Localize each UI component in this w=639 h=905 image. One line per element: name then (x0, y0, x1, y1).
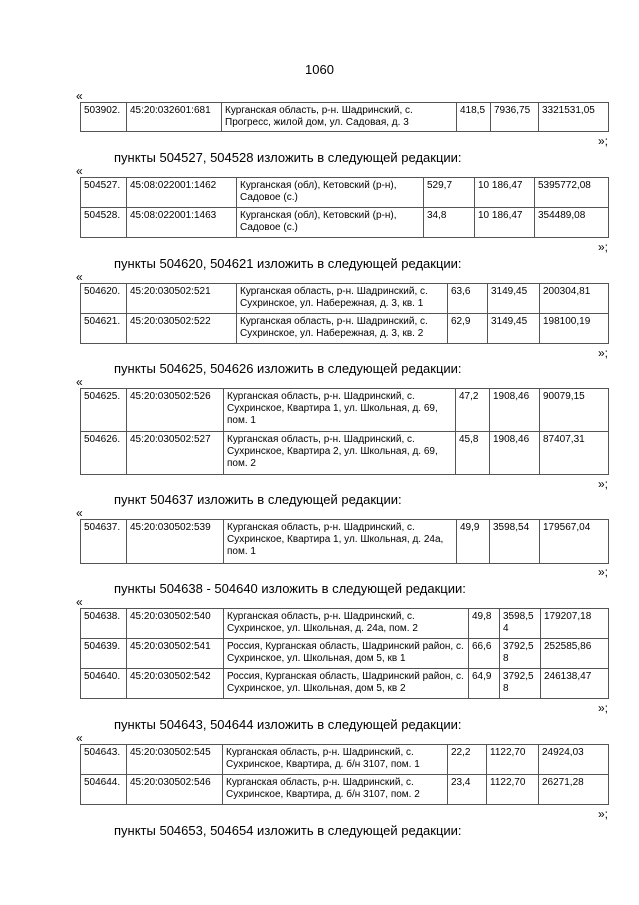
cadastral-number-cell: 45:20:030502:542 (127, 669, 224, 699)
final-instruction: пункты 504653, 504654 изложить в следующей редакции: (114, 823, 462, 838)
table-row (81, 639, 609, 669)
cadastral-number-cell: 45:20:030502:522 (127, 314, 237, 344)
rate-cell: 3598,54 (490, 520, 540, 564)
table-row (81, 520, 609, 564)
rate-cell: 1908,46 (490, 432, 540, 475)
cadastral-number-cell: 45:20:032601:681 (127, 103, 222, 132)
cadastral-number-cell: 45:20:030502:540 (127, 609, 224, 639)
rate-cell: 7936,75 (491, 103, 539, 132)
address-cell: Курганская область, р-н. Шадринский, с. Сухринское, ул. Набережная, д. 3, кв. 1 (237, 284, 448, 314)
rate-cell: 3598,54 (500, 609, 541, 639)
value-cell: 246138,47 (541, 669, 609, 699)
item-number-cell: 504640. (81, 669, 127, 699)
open-quote: « (76, 506, 83, 520)
close-quote: »; (597, 240, 608, 254)
instruction-text: пункт 504637 изложить в следующей редакции: (114, 492, 402, 507)
item-number-cell: 504637. (81, 520, 127, 564)
property-table (80, 283, 609, 344)
instruction-text: пункты 504643, 504644 изложить в следующей редакции: (114, 717, 462, 732)
instruction-text: пункты 504620, 504621 изложить в следующей редакции: (114, 256, 462, 271)
open-quote: « (76, 595, 83, 609)
value-cell: 26271,28 (539, 775, 609, 805)
rate-cell: 1908,46 (490, 389, 540, 432)
item-number-cell: 504621. (81, 314, 127, 344)
table-row (81, 103, 609, 132)
value-cell: 5395772,08 (535, 178, 609, 208)
close-quote: »; (597, 346, 608, 360)
value-cell: 90079,15 (540, 389, 609, 432)
area-cell: 418,5 (457, 103, 491, 132)
table-row (81, 208, 609, 238)
rate-cell: 3149,45 (488, 284, 540, 314)
address-cell: Курганская область, р-н. Шадринский, с. Сухринское, Квартира 2, ул. Школьная, д. 69, пом. 2 (224, 432, 456, 475)
item-number-cell: 504639. (81, 639, 127, 669)
area-cell: 529,7 (424, 178, 475, 208)
address-cell: Россия, Курганская область, Шадринский район, с. Сухринское, ул. Школьная, дом 5, кв 1 (224, 639, 469, 669)
area-cell: 34,8 (424, 208, 475, 238)
instruction-text: пункты 504638 - 504640 изложить в следующей редакции: (114, 581, 466, 596)
table-row (81, 314, 609, 344)
area-cell: 22,2 (448, 745, 487, 775)
instruction-text: пункты 504625, 504626 изложить в следующей редакции: (114, 361, 462, 376)
rate-cell: 10 186,47 (475, 178, 535, 208)
rate-cell: 10 186,47 (475, 208, 535, 238)
address-cell: Курганская область, р-н. Шадринский, с. Сухринское, ул. Набережная, д. 3, кв. 2 (237, 314, 448, 344)
address-cell: Курганская (обл), Кетовский (р-н), Садовое (с.) (237, 208, 424, 238)
open-quote: « (76, 375, 83, 389)
address-cell: Курганская область, р-н. Шадринский, с. Сухринское, Квартира 1, ул. Школьная, д. 24а, пом. 1 (224, 520, 457, 564)
table-row (81, 284, 609, 314)
rate-cell: 3792,58 (500, 639, 541, 669)
close-quote: »; (597, 565, 608, 579)
cadastral-number-cell: 45:20:030502:546 (127, 775, 223, 805)
table-row (81, 389, 609, 432)
page-number: 1060 (305, 62, 334, 77)
open-quote: « (76, 731, 83, 745)
item-number-cell: 504643. (81, 745, 127, 775)
area-cell: 64,9 (469, 669, 500, 699)
item-number-cell: 504528. (81, 208, 127, 238)
area-cell: 66,6 (469, 639, 500, 669)
address-cell: Курганская область, р-н. Шадринский, с. Сухринское, Квартира 1, ул. Школьная, д. 69, пом. 1 (224, 389, 456, 432)
value-cell: 87407,31 (540, 432, 609, 475)
cadastral-number-cell: 45:08:022001:1463 (127, 208, 237, 238)
table-row (81, 745, 609, 775)
table-row (81, 609, 609, 639)
rate-cell: 3149,45 (488, 314, 540, 344)
area-cell: 45,8 (456, 432, 490, 475)
cadastral-number-cell: 45:20:030502:526 (127, 389, 224, 432)
address-cell: Курганская (обл), Кетовский (р-н), Садовое (с.) (237, 178, 424, 208)
address-cell: Курганская область, р-н. Шадринский, с. Сухринское, Квартира, д. б/н 3107, пом. 2 (223, 775, 448, 805)
item-number-cell: 504638. (81, 609, 127, 639)
value-cell: 200304,81 (540, 284, 609, 314)
value-cell: 3321531,05 (539, 103, 609, 132)
value-cell: 354489,08 (535, 208, 609, 238)
item-number-cell: 504620. (81, 284, 127, 314)
address-cell: Курганская область, р-н. Шадринский, с. Прогресс, жилой дом, ул. Садовая, д. 3 (222, 103, 457, 132)
address-cell: Курганская область, р-н. Шадринский, с. Сухринское, Квартира, д. б/н 3107, пом. 1 (223, 745, 448, 775)
item-number-cell: 503902. (81, 103, 127, 132)
property-table (80, 608, 609, 699)
item-number-cell: 504644. (81, 775, 127, 805)
table-row (81, 775, 609, 805)
address-cell: Россия, Курганская область, Шадринский район, с. Сухринское, ул. Школьная, дом 5, кв 2 (224, 669, 469, 699)
cadastral-number-cell: 45:20:030502:539 (127, 520, 224, 564)
property-table (80, 388, 609, 475)
instruction-text: пункты 504527, 504528 изложить в следующей редакции: (114, 150, 462, 165)
close-quote: »; (597, 701, 608, 715)
cadastral-number-cell: 45:20:030502:541 (127, 639, 224, 669)
cadastral-number-cell: 45:20:030502:545 (127, 745, 223, 775)
rate-cell: 1122,70 (487, 745, 539, 775)
property-table (80, 177, 609, 238)
table-row (81, 178, 609, 208)
item-number-cell: 504625. (81, 389, 127, 432)
cadastral-number-cell: 45:20:030502:521 (127, 284, 237, 314)
area-cell: 23,4 (448, 775, 487, 805)
open-quote: « (76, 270, 83, 284)
value-cell: 252585,86 (541, 639, 609, 669)
rate-cell: 3792,58 (500, 669, 541, 699)
item-number-cell: 504626. (81, 432, 127, 475)
area-cell: 62,9 (448, 314, 488, 344)
value-cell: 198100,19 (540, 314, 609, 344)
table-row (81, 669, 609, 699)
close-quote: »; (597, 134, 608, 148)
item-number-cell: 504527. (81, 178, 127, 208)
property-table (80, 102, 609, 132)
area-cell: 63,6 (448, 284, 488, 314)
area-cell: 49,8 (469, 609, 500, 639)
cadastral-number-cell: 45:08:022001:1462 (127, 178, 237, 208)
area-cell: 49,9 (457, 520, 490, 564)
close-quote: »; (597, 807, 608, 821)
cadastral-number-cell: 45:20:030502:527 (127, 432, 224, 475)
value-cell: 179567,04 (540, 520, 609, 564)
table-row (81, 432, 609, 475)
value-cell: 179207,18 (541, 609, 609, 639)
property-table (80, 744, 609, 805)
open-quote: « (76, 89, 83, 103)
address-cell: Курганская область, р-н. Шадринский, с. Сухринское, ул. Школьная, д. 24а, пом. 2 (224, 609, 469, 639)
open-quote: « (76, 164, 83, 178)
property-table (80, 519, 609, 564)
close-quote: »; (597, 477, 608, 491)
rate-cell: 1122,70 (487, 775, 539, 805)
area-cell: 47,2 (456, 389, 490, 432)
value-cell: 24924,03 (539, 745, 609, 775)
